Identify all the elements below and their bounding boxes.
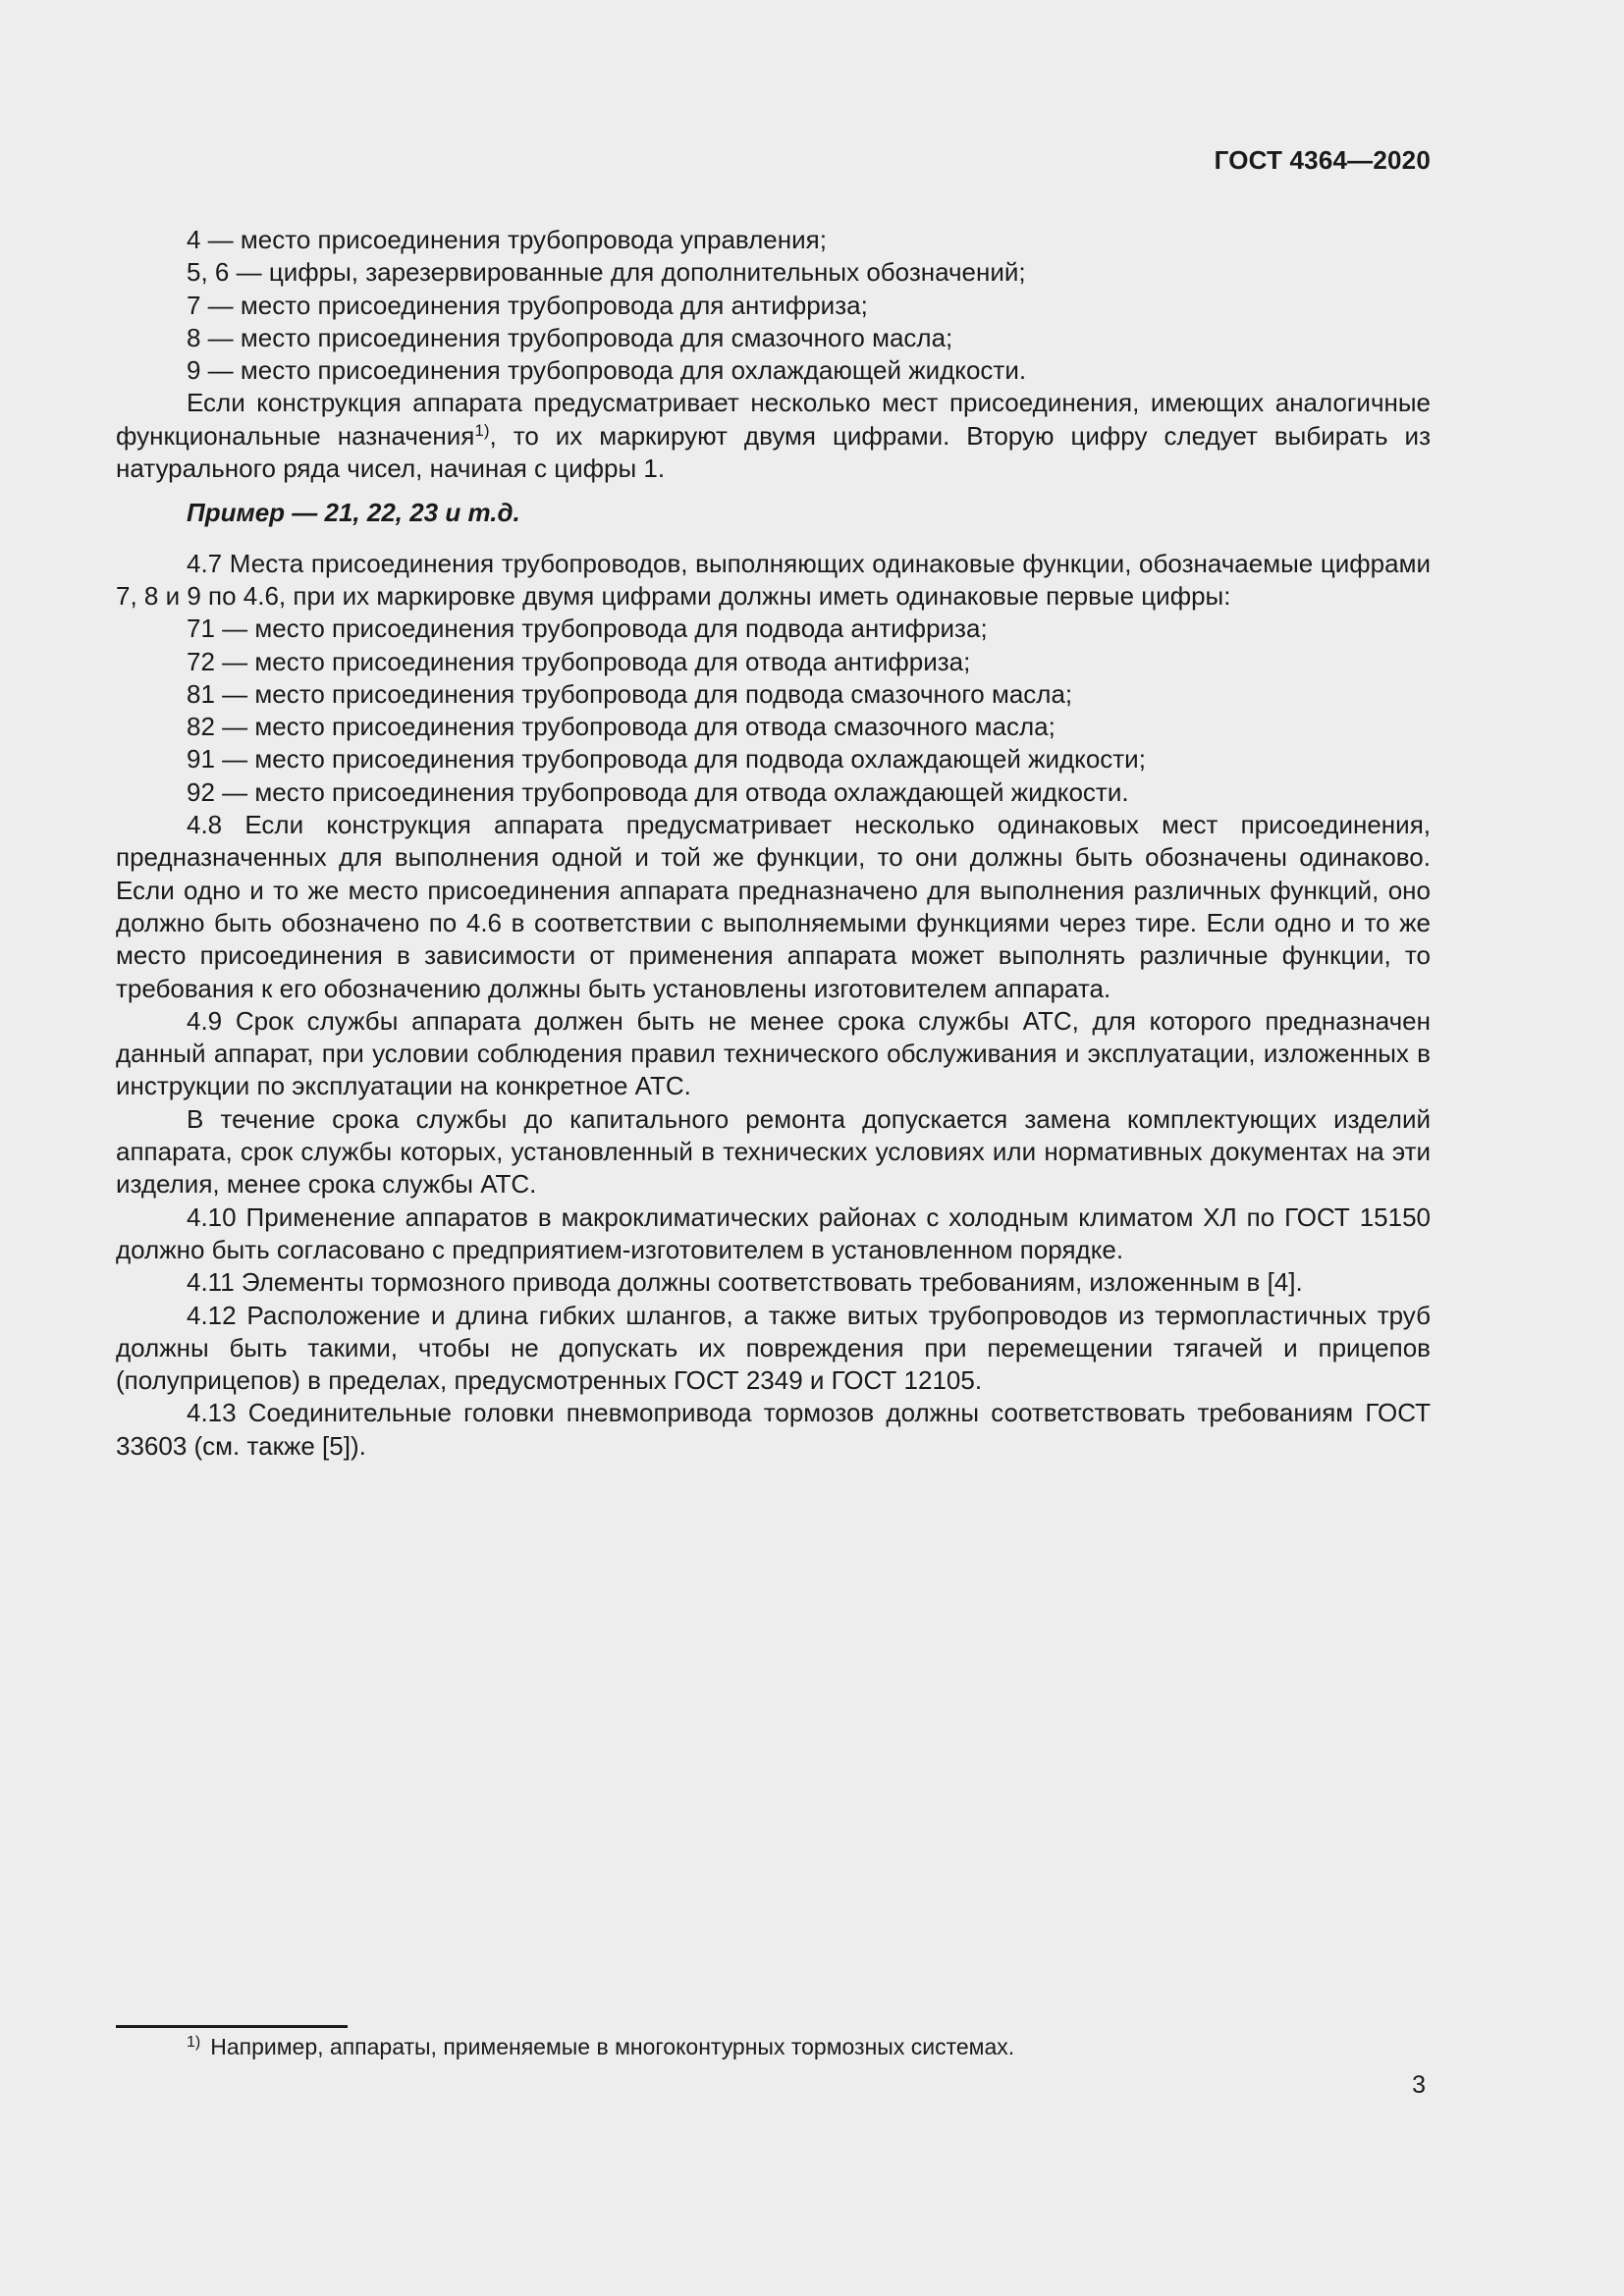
list-item: 4 — место присоединения трубопровода управления; [187, 225, 827, 254]
paragraph-construction-text-b: , то их маркируют двумя цифрами. Вторую цифру следует выбирать из натурального ряда чисел, начиная с цифры 1. [116, 420, 1431, 484]
document-id-header: ГОСТ 4364—2020 [1214, 145, 1431, 175]
list-item: 72 — место присоединения трубопровода для отвода антифриза; [187, 646, 971, 676]
footnote-text: Например, аппараты, применяемые в многоконтурных тормозных системах. [210, 2034, 1015, 2059]
list-item: 5, 6 — цифры, зарезервированные для дополнительных обозначений; [187, 257, 1026, 288]
footnote [187, 2030, 1014, 2063]
list-item: 7 — место присоединения трубопровода для антифриза; [187, 290, 868, 320]
page-number: 3 [1412, 2071, 1426, 2099]
paragraph-4-9-continued: В течение срока службы до капитального ремонта допускается замена комплектующих изделий аппарата, срок службы которых, установленный в технических условиях или нормативных документах на эти изделия, менее срока службы АТС. [116, 1103, 1431, 1200]
list-item: 71 — место присоединения трубопровода для подвода антифриза; [187, 614, 988, 644]
paragraph-4-9: 4.9 Срок службы аппарата должен быть не менее срока службы АТС, для которого предназначен данный аппарат, при условии соблюдения правил технического обслуживания и эксплуатации, изложенных в инструкции по эксплуатации на конкретное АТС. [116, 1005, 1431, 1101]
list-item: 9 — место присоединения трубопровода для охлаждающей жидкости. [187, 355, 1027, 386]
paragraph-4-7: 4.7 Места присоединения трубопроводов, выполняющих одинаковые функции, обозначаемые цифрами 7, 8 и 9 по 4.6, при их маркировке двумя цифрами должны иметь одинаковые первые цифры: [116, 548, 1431, 611]
paragraph-4-10: 4.10 Применение аппаратов в макроклиматических районах с холодным климатом ХЛ по ГОСТ 15150 должно быть согласовано с предприятием-изготовителем в установленном порядке. [116, 1201, 1431, 1264]
paragraph-construction [116, 387, 1431, 485]
paragraph-construction-text-a: Если конструкция аппарата предусматривает несколько мест присоединения, имеющих аналогичные функциональные назначения [116, 388, 1431, 451]
example-text: Пример — 21, 22, 23 и т.д. [187, 498, 520, 528]
list-item: 82 — место присоединения трубопровода для отвода смазочного масла; [187, 712, 1056, 742]
paragraph-4-12: 4.12 Расположение и длина гибких шлангов, а также витых трубопроводов из термопластичных труб должны быть такими, чтобы не допускать их повреждения при перемещении тягачей и прицепов (полуприцепов) в пределах, предусмотренных ГОСТ 2349 и ГОСТ 12105. [116, 1300, 1431, 1396]
footnote-reference: 1) [474, 420, 490, 440]
body-text [116, 224, 1431, 1463]
footnote-divider [116, 2025, 348, 2028]
footnote-marker: 1) [187, 2034, 201, 2051]
paragraph-4-11: 4.11 Элементы тормозного привода должны соответствовать требованиям, изложенным в [4]. [187, 1267, 1303, 1298]
paragraph-4-8: 4.8 Если конструкция аппарата предусматривает несколько одинаковых мест присоединения, предназначенных для выполнения одной и той же функции, то они должны быть обозначены одинаково. Если одно и то же место присоединения аппарата предназначено для выполнения различных функций, оно должно быть обозначено по 4.6 в соответствии с выполняемыми функциями через тире. Если одно и то же место присоединения в зависимости от применения аппарата может выполнять различные функции, то требования к его обозначению должны быть установлены изготовителем аппарата. [116, 810, 1431, 1003]
list-item: 8 — место присоединения трубопровода для смазочного масла; [187, 322, 953, 352]
paragraph-4-13: 4.13 Соединительные головки пневмопривода тормозов должны соответствовать требованиям ГОСТ 33603 (см. также [5]). [116, 1398, 1431, 1461]
list-item: 81 — место присоединения трубопровода для подвода смазочного масла; [187, 678, 1073, 709]
list-item: 91 — место присоединения трубопровода для подвода охлаждающей жидкости; [187, 744, 1146, 774]
list-item: 92 — место присоединения трубопровода для отвода охлаждающей жидкости. [187, 776, 1129, 807]
